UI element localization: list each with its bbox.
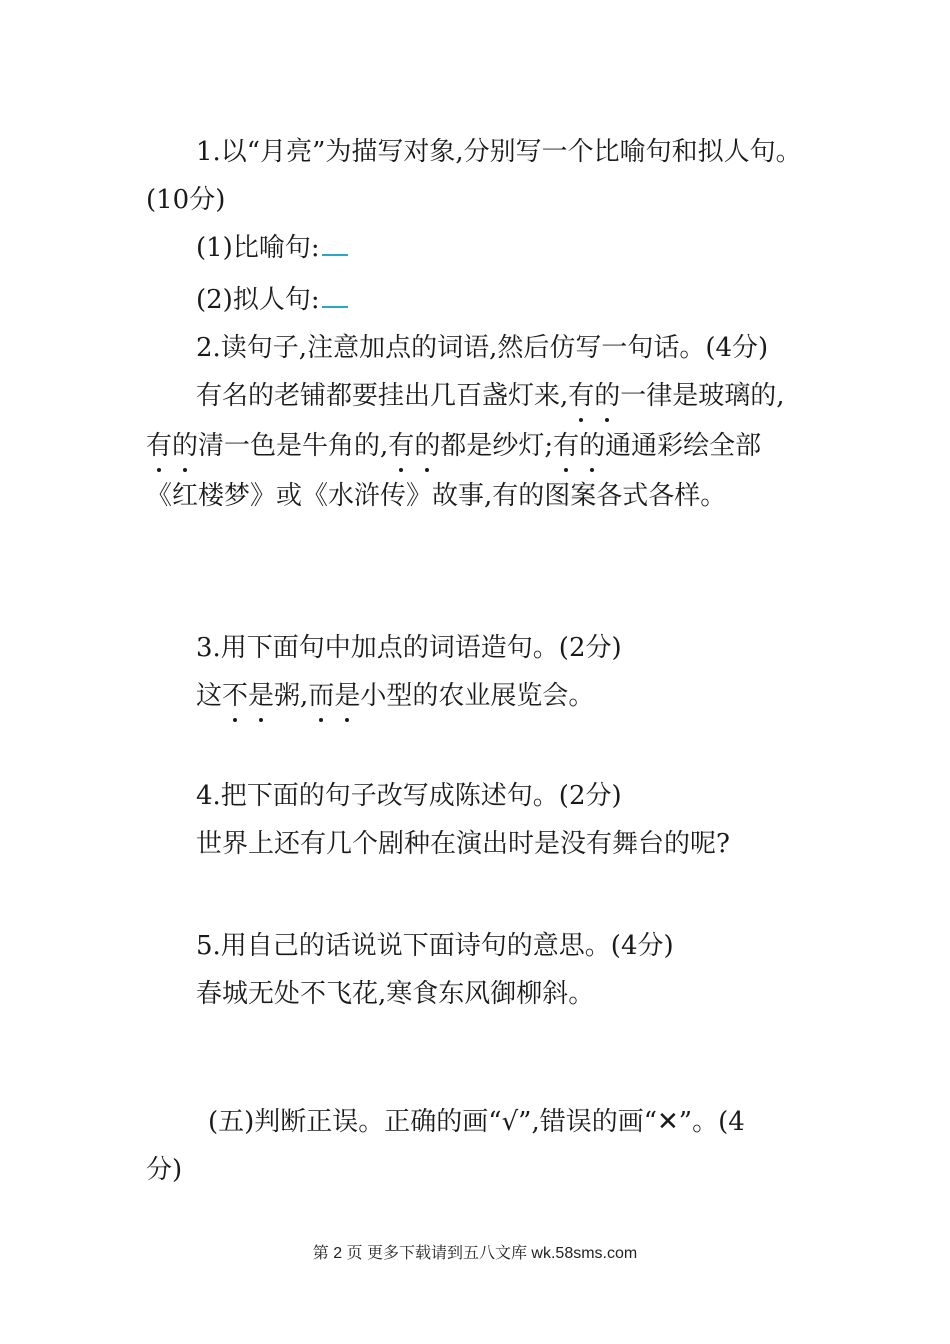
q3-prompt: 3.用下面句中加点的词语造句。(2分) — [196, 633, 622, 663]
q2-text: 清一色是牛角的, — [198, 431, 389, 461]
q2-text: 一律是玻璃的, — [620, 381, 785, 411]
dotted-char: 的 — [172, 428, 198, 464]
q5-prompt: 5.用自己的话说说下面诗句的意思。(4分) — [196, 931, 674, 961]
q2-text: 都是纱灯; — [440, 431, 554, 461]
dotted-char: 有 — [388, 428, 414, 464]
q2-passage-line2 — [146, 428, 761, 464]
dotted-char: 的 — [594, 378, 620, 414]
q4-prompt: 4.把下面的句子改写成陈述句。(2分) — [196, 781, 622, 811]
q1-personification-label: (2)拟人句: — [196, 285, 320, 315]
q3-sentence — [196, 678, 594, 714]
dotted-char: 不 — [222, 678, 248, 714]
q2-prompt: 2.读句子,注意加点的词语,然后仿写一句话。(4分) — [196, 333, 769, 363]
q2-text: 有名的老铺都要挂出几百盏灯来, — [196, 381, 569, 411]
dotted-char: 有 — [568, 378, 594, 414]
q2-passage-line3: 《红楼梦》或《水浒传》故事,有的图案各式各样。 — [146, 481, 727, 511]
q2-text: 通通彩绘全部 — [605, 431, 762, 461]
q1-simile-row — [196, 230, 348, 266]
dotted-char: 有 — [553, 428, 579, 464]
q1-personification-answer-blank[interactable] — [322, 282, 348, 308]
q1-simile-answer-blank[interactable] — [322, 230, 348, 256]
dotted-char: 是 — [334, 678, 360, 714]
q3-text: 粥, — [274, 681, 309, 711]
dotted-char: 的 — [579, 428, 605, 464]
dotted-char: 是 — [248, 678, 274, 714]
q3-text: 这 — [196, 681, 223, 711]
dotted-char: 有 — [146, 428, 172, 464]
q1-personification-row — [196, 282, 348, 318]
section5-heading-line2: 分) — [146, 1155, 183, 1185]
section5-heading-line1: (五)判断正误。正确的画“√”,错误的画“✕”。(4 — [208, 1107, 745, 1137]
q1-simile-label: (1)比喻句: — [196, 233, 320, 263]
dotted-char: 而 — [308, 678, 334, 714]
page-footer: 第 2 页 更多下载请到五八文库 wk.58sms.com — [312, 1245, 638, 1262]
q1-prompt-line2: (10分) — [146, 185, 226, 215]
q3-text: 小型的农业展览会。 — [360, 681, 595, 711]
q4-sentence: 世界上还有几个剧种在演出时是没有舞台的呢? — [196, 829, 730, 859]
q2-passage-line1 — [196, 378, 785, 414]
q1-prompt-line1: 1.以“月亮”为描写对象,分别写一个比喻句和拟人句。 — [196, 137, 802, 167]
dotted-char: 的 — [414, 428, 440, 464]
q5-poem: 春城无处不飞花,寒食东风御柳斜。 — [196, 979, 595, 1009]
